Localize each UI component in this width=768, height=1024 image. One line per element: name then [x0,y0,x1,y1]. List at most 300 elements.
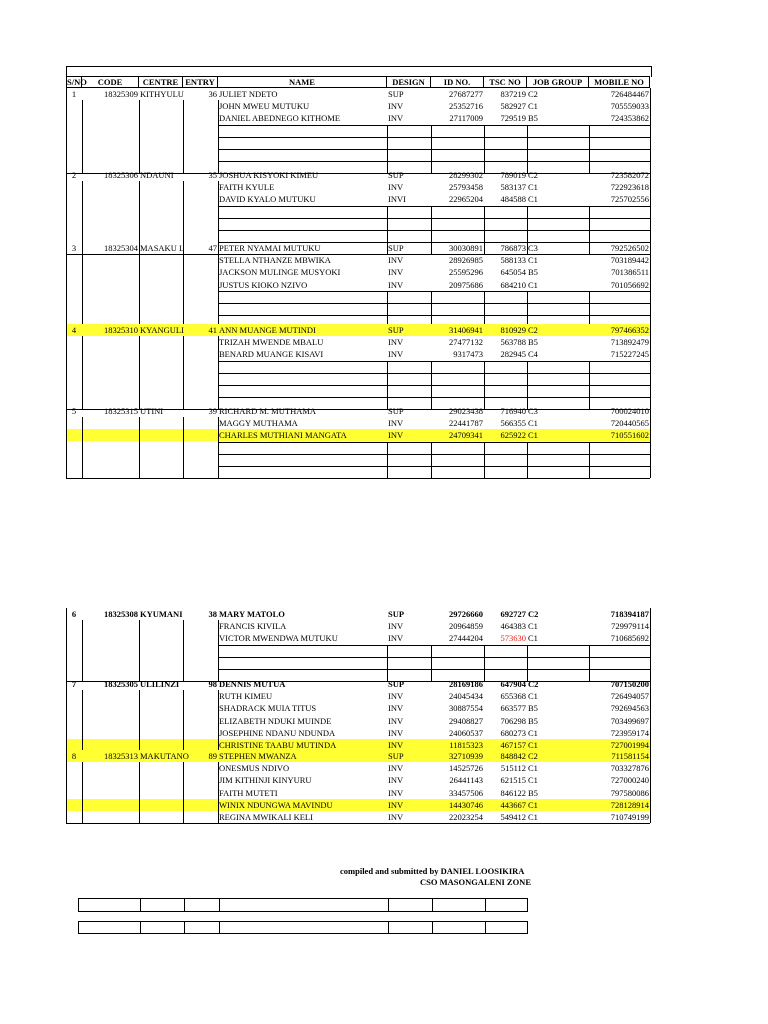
cell-no [66,193,82,205]
cell-mobile [589,137,650,149]
row-divider [218,669,650,670]
cell-id [431,645,484,657]
cell-jg: C2 [528,679,539,689]
column-divider [484,361,485,410]
column-divider [183,762,184,823]
cell-centre: ULILINZI [140,679,180,689]
cell-mobile [589,125,650,137]
cell-entry [183,702,218,714]
cell-id: 24060537 [449,727,483,738]
cell-jg: C1 [528,727,538,738]
cell-name: PETER NYAMAI MUTUKU [219,243,321,253]
column-divider [387,645,388,682]
cell-design: INV [388,812,404,822]
cell-design: INV [388,691,404,702]
cell-tsc [484,218,527,230]
column-divider [527,361,528,410]
cell-code [82,348,139,360]
cell-mobile [589,218,650,230]
cell-no [66,149,82,161]
cell-mobile: 707150200 [610,679,649,689]
cell-design: INV [388,740,404,750]
cell-tsc: 582927 [500,101,526,112]
cell-no [66,348,82,360]
cell-design [387,291,431,303]
cell-mobile: 792694563 [610,703,649,714]
column-divider [184,922,185,933]
cell-design [387,218,431,230]
header-tsc: TSC NO [484,76,527,88]
cell-design: INV [388,337,404,348]
cell-no [66,762,82,774]
cell-tsc: 663577 [500,703,526,714]
cell-entry [183,632,218,644]
cell-code: 18325313 [104,751,138,761]
table-row [66,442,650,454]
cell-design: INV [388,279,404,290]
column-divider [139,254,140,327]
cell-no [66,645,82,657]
cell-design: SUP [388,406,404,416]
cell-centre [139,181,183,193]
cell-entry [183,230,218,242]
cell-mobile: 715227245 [610,349,649,360]
cell-id: 26441143 [449,775,483,786]
row-divider [218,303,650,304]
cell-jg: B5 [528,787,538,798]
cell-name: DENNIS MUTUA [219,679,286,689]
column-divider [589,125,590,174]
table-row [66,678,650,690]
cell-code [82,690,139,702]
cell-mobile: 792526502 [610,243,649,253]
header-entry: ENTRY [183,76,218,88]
cell-jg [527,291,589,303]
cell-name [218,373,387,385]
cell-entry [183,291,218,303]
table-row [66,620,650,632]
cell-centre [139,799,183,811]
cell-id: 25793458 [449,182,483,193]
cell-design: INV [388,703,404,714]
cell-name [218,466,387,478]
cell-jg: C3 [528,406,538,416]
row-divider [66,478,650,479]
cell-centre: MAKUTANO [140,751,189,761]
cell-code [82,303,139,315]
cell-design: INV [388,715,404,726]
table-row [66,181,650,193]
cell-centre [139,690,183,702]
column-divider [431,361,432,410]
cell-tsc: 464383 [500,621,526,632]
cell-id: 22441787 [449,418,483,429]
cell-centre [139,645,183,657]
cell-id [431,657,484,669]
cell-jg [527,218,589,230]
cell-id: 29726660 [449,609,483,619]
cell-design: INV [388,113,404,124]
column-divider [139,620,140,681]
column-divider [140,922,141,933]
cell-jg: B5 [528,715,538,726]
column-divider [431,442,432,479]
cell-mobile: 723959174 [610,727,649,738]
cell-name: REGINA MWIKALI KELI [219,812,313,822]
cell-entry: 89 [208,751,217,761]
cell-code [82,417,139,429]
cell-mobile: 710551602 [610,430,649,441]
cell-design: SUP [388,609,405,619]
cell-name: CHARLES MUTHIANI MANGATA [219,430,347,441]
column-divider [66,750,67,823]
row-divider [218,361,650,362]
cell-tsc [484,303,527,315]
table-header [66,76,650,88]
cell-design [387,303,431,315]
column-divider [183,254,184,327]
cell-design: INVI [388,194,406,205]
cell-code: 18325315 [104,406,138,416]
cell-jg: C2 [528,751,538,761]
cell-design: SUP [388,89,404,99]
cell-no [66,303,82,315]
cell-mobile: 713892479 [610,337,649,348]
cell-jg: B5 [528,113,538,124]
cell-tsc: 515112 [500,763,526,774]
cell-jg: C1 [528,101,538,112]
cell-name [218,125,387,137]
cell-code: 18325306 [104,170,138,180]
cell-centre [139,266,183,278]
cell-centre [139,620,183,632]
cell-name: JOSHUA KISYOKI KIMEU [219,170,319,180]
cell-name [218,149,387,161]
column-divider [66,242,67,327]
cell-design: INV [388,267,404,278]
cell-name: SHADRACK MUIA TITUS [219,703,317,714]
table-row [66,774,650,786]
table-row [66,242,650,254]
cell-tsc: 684210 [500,279,526,290]
cell-centre [139,361,183,373]
cell-entry [183,137,218,149]
cell-id: 29023438 [449,406,483,416]
cell-entry [183,149,218,161]
column-divider [431,125,432,174]
cell-entry [183,303,218,315]
column-divider [650,88,651,173]
row-divider [218,315,650,316]
cell-code [82,266,139,278]
cell-code [82,645,139,657]
cell-centre [139,373,183,385]
cell-centre [139,254,183,266]
column-divider [387,442,388,479]
table-row [66,429,650,441]
cell-code [82,702,139,714]
cell-entry [183,100,218,112]
table-row [66,88,650,100]
cso-zone-text: CSO MASONGALENI ZONE [420,877,531,887]
cell-jg: C1 [528,182,538,193]
column-divider [219,922,220,933]
cell-mobile [589,303,650,315]
cell-entry [183,690,218,702]
column-divider [219,899,220,911]
cell-mobile: 701386511 [611,267,649,278]
cell-entry [183,218,218,230]
cell-name: FRANCIS KIVILA [219,621,287,632]
cell-tsc: 583137 [500,182,526,193]
cell-mobile: 724353862 [610,113,649,124]
cell-no [66,454,82,466]
header-design: DESIGN [387,76,431,88]
cell-code [82,454,139,466]
column-divider [66,678,67,751]
cell-tsc [484,466,527,478]
cell-no [66,429,82,441]
cell-tsc: 467157 [500,740,526,750]
table-row [66,750,650,762]
cell-centre [139,774,183,786]
cell-tsc: 692727 [500,609,526,619]
cell-centre: KITHYULU [140,89,184,99]
cell-mobile [589,361,650,373]
cell-design: INV [388,775,404,786]
column-divider [66,405,67,478]
cell-id [431,291,484,303]
cell-code [82,112,139,124]
cell-id [431,454,484,466]
column-divider [218,336,219,409]
cell-name [218,206,387,218]
cell-entry [183,279,218,291]
column-divider [650,608,651,681]
cell-jg [527,657,589,669]
cell-no [66,774,82,786]
row-divider [218,657,650,658]
cell-id [431,206,484,218]
row-divider [218,161,650,162]
cell-name: WINIX NDUNGWA MAVINDU [219,799,333,810]
cell-name: VICTOR MWENDWA MUTUKU [219,633,338,644]
cell-mobile: 705559033 [610,101,649,112]
cell-centre [139,442,183,454]
column-divider [183,690,184,751]
column-divider [650,405,651,478]
column-divider [139,336,140,409]
column-divider [527,291,528,328]
table-row [66,230,650,242]
cell-no [66,125,82,137]
column-divider [183,336,184,409]
cell-tsc: 563788 [500,337,526,348]
cell-mobile: 725702556 [610,194,649,205]
cell-name: JUSTUS KIOKO NZIVO [219,279,308,290]
table-row [66,690,650,702]
cell-tsc: 573630 [500,633,526,644]
cell-id: 28299302 [449,170,483,180]
cell-jg: C1 [528,633,538,644]
table-row [66,715,650,727]
cell-mobile: 718394187 [610,609,649,619]
cell-tsc [484,442,527,454]
cell-no: 7 [71,679,77,689]
cell-id: 24709341 [449,430,483,441]
cell-tsc [484,137,527,149]
cell-tsc [484,291,527,303]
cell-id [431,137,484,149]
cell-code [82,657,139,669]
cell-tsc [484,385,527,397]
cell-mobile [589,657,650,669]
cell-centre [139,762,183,774]
cell-code [82,254,139,266]
column-divider [431,645,432,682]
cell-jg: C3 [528,243,538,253]
column-divider [485,899,486,911]
column-divider [183,417,184,478]
table-row [66,702,650,714]
cell-id: 20964859 [449,621,483,632]
column-divider [432,899,433,911]
cell-tsc: 848842 [500,751,526,761]
cell-id [431,218,484,230]
header-name: NAME [218,76,387,88]
cell-no [66,291,82,303]
cell-name: JOHN MWEU MUTUKU [219,101,310,112]
cell-id: 30887554 [449,703,483,714]
cell-centre: MASAKU L [140,243,185,253]
cell-id: 22965204 [449,194,483,205]
cell-design [387,645,431,657]
cell-name: JIM KITHINJI KINYURU [219,775,312,786]
cell-id [431,361,484,373]
cell-code [82,279,139,291]
cell-entry [183,715,218,727]
cell-entry [183,125,218,137]
cell-entry [183,181,218,193]
column-divider [589,645,590,682]
cell-no [66,417,82,429]
cell-design [387,361,431,373]
cell-id [431,230,484,242]
table-row [66,417,650,429]
cell-code: 18325305 [104,679,138,689]
cell-name: JULIET NDETO [219,89,278,99]
cell-jg [527,149,589,161]
cell-entry: 41 [208,325,217,335]
cell-entry [183,787,218,799]
table-row [66,206,650,218]
cell-centre [139,137,183,149]
cell-no [66,620,82,632]
cell-jg: C4 [528,349,538,360]
table-row [66,193,650,205]
row-divider [218,397,650,398]
cell-no [66,727,82,739]
cell-id: 22023254 [449,812,483,822]
cell-no: 4 [71,325,77,335]
cell-mobile: 703327876 [610,763,649,774]
cell-design [387,373,431,385]
cell-tsc: 566355 [500,418,526,429]
cell-code [82,373,139,385]
cell-jg: B5 [528,703,538,714]
cell-code [82,206,139,218]
column-divider [82,620,83,681]
column-divider [218,100,219,173]
cell-name [218,137,387,149]
cell-no: 3 [71,243,77,253]
cell-name: FAITH KYULE [219,182,275,193]
cell-tsc [484,454,527,466]
cell-id [431,373,484,385]
cell-mobile: 710749199 [610,812,649,822]
column-divider [218,690,219,751]
cell-jg [527,230,589,242]
cell-tsc: 625922 [500,430,526,441]
cell-code: 18325309 [104,89,138,99]
cell-design: SUP [388,679,405,689]
cell-mobile [589,291,650,303]
cell-centre [139,702,183,714]
cell-mobile: 720440565 [610,418,649,429]
cell-no [66,373,82,385]
cell-mobile [589,373,650,385]
cell-mobile [589,645,650,657]
cell-centre: NDAUNI [140,170,174,180]
cell-mobile: 701056692 [610,279,649,290]
cell-design [387,125,431,137]
table-row [66,645,650,657]
cell-centre [139,149,183,161]
column-divider [139,762,140,823]
cell-tsc: 786873 [500,243,526,253]
cell-id [431,442,484,454]
cell-name [218,218,387,230]
cell-centre [139,466,183,478]
cell-tsc: 588133 [500,255,526,266]
cell-entry [183,454,218,466]
cell-entry: 38 [208,609,217,619]
cell-entry [183,811,218,823]
cell-id: 20975686 [449,279,483,290]
cell-centre: KYUMANI [140,609,183,619]
cell-name: ANN MUANGE MUTINDI [219,325,316,335]
cell-jg: C1 [528,775,538,786]
cell-mobile: 700024010 [610,406,649,416]
cell-centre [139,385,183,397]
cell-code [82,715,139,727]
cell-name: STELLA NTHANZE MBWIKA [219,255,331,266]
cell-code [82,632,139,644]
cell-centre [139,291,183,303]
cell-tsc: 621515 [500,775,526,786]
column-divider [589,361,590,410]
cell-centre [139,715,183,727]
cell-centre [139,417,183,429]
column-divider [82,254,83,327]
table-row [66,218,650,230]
cell-name: STEPHEN MWANZA [219,751,297,761]
column-divider [139,417,140,478]
cell-entry [183,727,218,739]
cell-name: RICHARD M. MUTHAMA [219,406,317,416]
cell-jg: C1 [528,430,538,441]
cell-centre [139,193,183,205]
